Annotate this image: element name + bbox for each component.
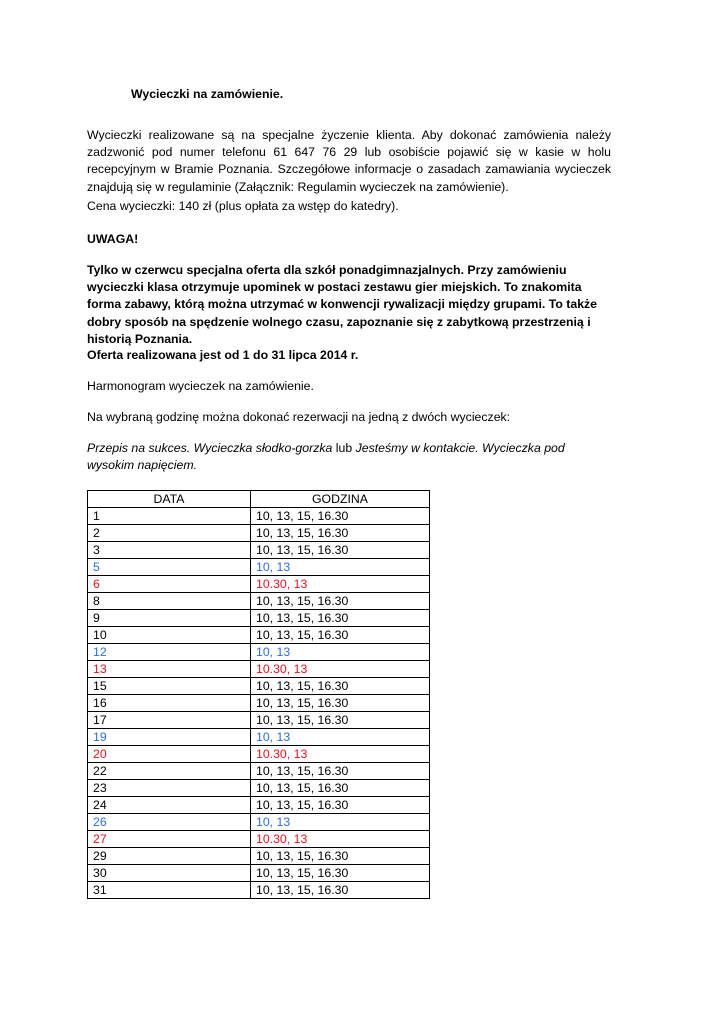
cell-date: 30	[88, 865, 251, 882]
cell-hours: 10.30, 13	[251, 746, 430, 763]
cell-hours: 10, 13, 15, 16.30	[251, 508, 430, 525]
tour-name-2: Jesteśmy w kontakcie. Wycieczka pod wysokim napięciem.	[87, 441, 565, 473]
cell-date: 17	[88, 712, 251, 729]
cell-hours: 10, 13, 15, 16.30	[251, 627, 430, 644]
table-row	[88, 712, 430, 729]
cell-date: 9	[88, 610, 251, 627]
cell-date: 15	[88, 678, 251, 695]
price-line: Cena wycieczki: 140 zł (plus opłata za wstęp do katedry).	[87, 199, 399, 213]
cell-date: 2	[88, 525, 251, 542]
schedule-table-body	[88, 508, 430, 899]
cell-date: 31	[88, 882, 251, 899]
table-row	[88, 831, 430, 848]
cell-hours: 10, 13, 15, 16.30	[251, 882, 430, 899]
table-row	[88, 644, 430, 661]
special-offer-paragraph: Tylko w czerwcu specjalna oferta dla szkół ponadgimnazjalnych. Przy zamówieniu wycieczki klasa otrzymuje upominek w postaci zestawu gier miejskich. To znakomita forma zabawy, którą można utrzymać w konwencji rywalizacji między grupami. To także dobry sposób na spędzenie wolnego czasu, zapoznanie się z zabytkową przestrzenią i historią Poznania.	[87, 263, 598, 346]
table-row	[88, 627, 430, 644]
schedule-table	[87, 490, 430, 899]
cell-date: 3	[88, 542, 251, 559]
cell-hours: 10, 13, 15, 16.30	[251, 848, 430, 865]
cell-date: 22	[88, 763, 251, 780]
cell-hours: 10, 13	[251, 814, 430, 831]
cell-hours: 10, 13, 15, 16.30	[251, 678, 430, 695]
cell-hours: 10.30, 13	[251, 831, 430, 848]
table-row	[88, 576, 430, 593]
cell-date: 10	[88, 627, 251, 644]
cell-hours: 10, 13, 15, 16.30	[251, 865, 430, 882]
cell-date: 29	[88, 848, 251, 865]
cell-hours: 10, 13	[251, 559, 430, 576]
header-date: DATA	[88, 491, 251, 508]
cell-date: 6	[88, 576, 251, 593]
table-row	[88, 678, 430, 695]
cell-date: 1	[88, 508, 251, 525]
table-row	[88, 542, 430, 559]
table-row	[88, 797, 430, 814]
table-header-row	[88, 491, 430, 508]
cell-date: 26	[88, 814, 251, 831]
table-row	[88, 661, 430, 678]
cell-date: 20	[88, 746, 251, 763]
cell-hours: 10.30, 13	[251, 576, 430, 593]
table-row	[88, 593, 430, 610]
cell-hours: 10, 13, 15, 16.30	[251, 593, 430, 610]
table-row	[88, 559, 430, 576]
table-row	[88, 610, 430, 627]
schedule-heading: Harmonogram wycieczek na zamówienie.	[87, 379, 314, 393]
table-row	[88, 882, 430, 899]
table-row	[88, 780, 430, 797]
cell-hours: 10, 13, 15, 16.30	[251, 712, 430, 729]
cell-date: 23	[88, 780, 251, 797]
cell-date: 16	[88, 695, 251, 712]
cell-date: 27	[88, 831, 251, 848]
cell-hours: 10, 13	[251, 644, 430, 661]
offer-period: Oferta realizowana jest od 1 do 31 lipca 2014 r.	[87, 348, 359, 362]
table-row	[88, 848, 430, 865]
cell-date: 24	[88, 797, 251, 814]
cell-hours: 10, 13, 15, 16.30	[251, 763, 430, 780]
table-row	[88, 695, 430, 712]
table-row	[88, 814, 430, 831]
cell-hours: 10, 13, 15, 16.30	[251, 780, 430, 797]
cell-hours: 10, 13, 15, 16.30	[251, 610, 430, 627]
header-hours: GODZINA	[251, 491, 430, 508]
table-row	[88, 763, 430, 780]
page-title: Wycieczki na zamówienie.	[131, 87, 284, 101]
cell-hours: 10, 13	[251, 729, 430, 746]
reservation-note: Na wybraną godzinę można dokonać rezerwacji na jedną z dwóch wycieczek:	[87, 410, 511, 424]
cell-date: 5	[88, 559, 251, 576]
cell-date: 12	[88, 644, 251, 661]
cell-hours: 10, 13, 15, 16.30	[251, 695, 430, 712]
cell-date: 19	[88, 729, 251, 746]
warning-heading: UWAGA!	[87, 232, 139, 246]
table-row	[88, 508, 430, 525]
table-row	[88, 525, 430, 542]
tour-name-1: Przepis na sukces. Wycieczka słodko-gorzka	[87, 441, 333, 455]
tour-connector: lub	[335, 441, 353, 455]
table-row	[88, 865, 430, 882]
cell-date: 13	[88, 661, 251, 678]
table-row	[88, 729, 430, 746]
cell-hours: 10.30, 13	[251, 661, 430, 678]
cell-hours: 10, 13, 15, 16.30	[251, 797, 430, 814]
intro-paragraph: Wycieczki realizowane są na specjalne życzenie klienta. Aby dokonać zamówienia należy zadzwonić pod numer telefonu 61 647 76 29 lub osobiście pojawić się w kasie w holu recepcyjnym w Bramie Poznania. Szczegółowe informacje o zasadach zamawiania wycieczek znajdują się w regulaminie (Załącznik: Regulamin wycieczek na zamówienie).	[87, 128, 611, 194]
tour-options	[87, 440, 611, 474]
cell-hours: 10, 13, 15, 16.30	[251, 525, 430, 542]
cell-hours: 10, 13, 15, 16.30	[251, 542, 430, 559]
table-row	[88, 746, 430, 763]
cell-date: 8	[88, 593, 251, 610]
